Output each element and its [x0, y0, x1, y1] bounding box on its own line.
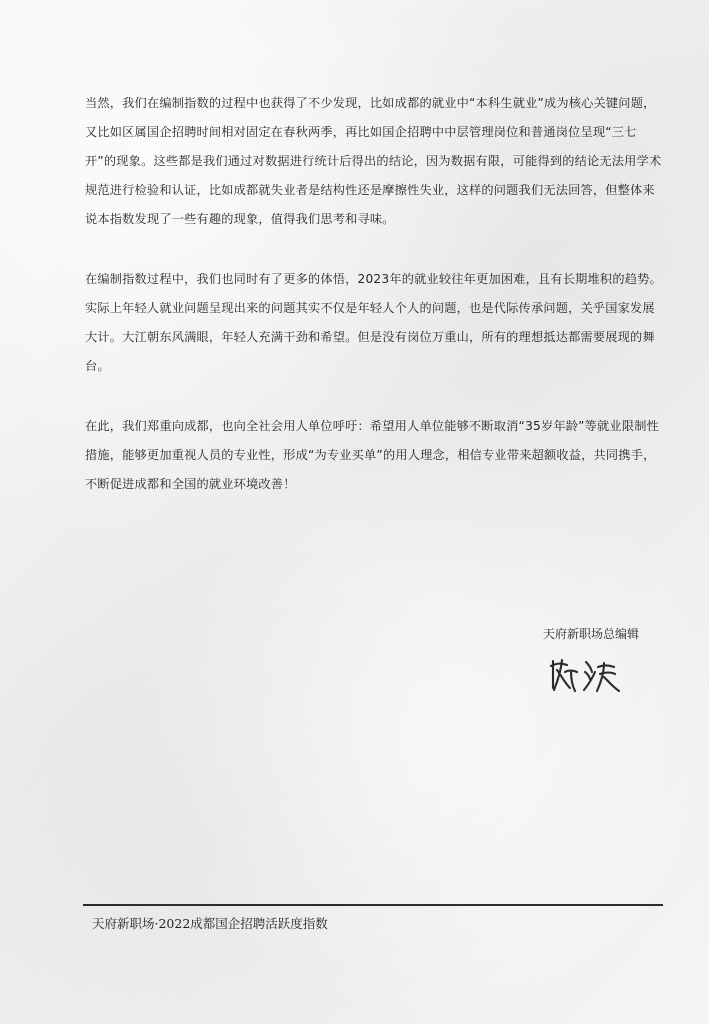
paragraph-1: 当然，我们在编制指数的过程中也获得了不少发现，比如成都的就业中“本科生就业”成为核心关键问题，又比如区属国企招聘时间相对固定在春秋两季，再比如国企招聘中中层管理岗位和普通岗位呈现“三七开”的现象。这些都是我们通过对数据进行统计后得出的结论，因为数据有限，可能得到的结论无法用学术规范进行检验和认证，比如成都就失业者是结构性还是摩擦性失业，这样的问题我们无法回答，但整体来说本指数发现了一些有趣的现象，值得我们思考和寻味。: [85, 96, 662, 226]
footer-divider: [83, 904, 663, 906]
article-body: [85, 89, 665, 530]
editor-title: 天府新职场总编辑: [542, 627, 639, 641]
signature-block: [0, 625, 709, 705]
handwritten-signature: [543, 654, 623, 696]
paragraph-2: 在编制指数过程中，我们也同时有了更多的体悟，2023年的就业较往年更加困难，且有长期堆积的趋势。实际上年轻人就业问题呈现出来的问题其实不仅是年轻人个人的问题，也是代际传承问题，关乎国家发展大计。大江朝东风满眼，年轻人充满干劲和希望。但是没有岗位万重山，所有的理想抵达都需要展现的舞台。: [85, 272, 662, 373]
paragraph-3: 在此，我们郑重向成都，也向全社会用人单位呼吁：希望用人单位能够不断取消“35岁年龄”等就业限制性措施，能够更加重视人员的专业性，形成“为专业买单”的用人理念，相信专业带来超额收益，共同携手，不断促进成都和全国的就业环境改善！: [85, 419, 659, 491]
footer-text: 天府新职场·2022成都国企招聘活跃度指数: [92, 916, 328, 931]
